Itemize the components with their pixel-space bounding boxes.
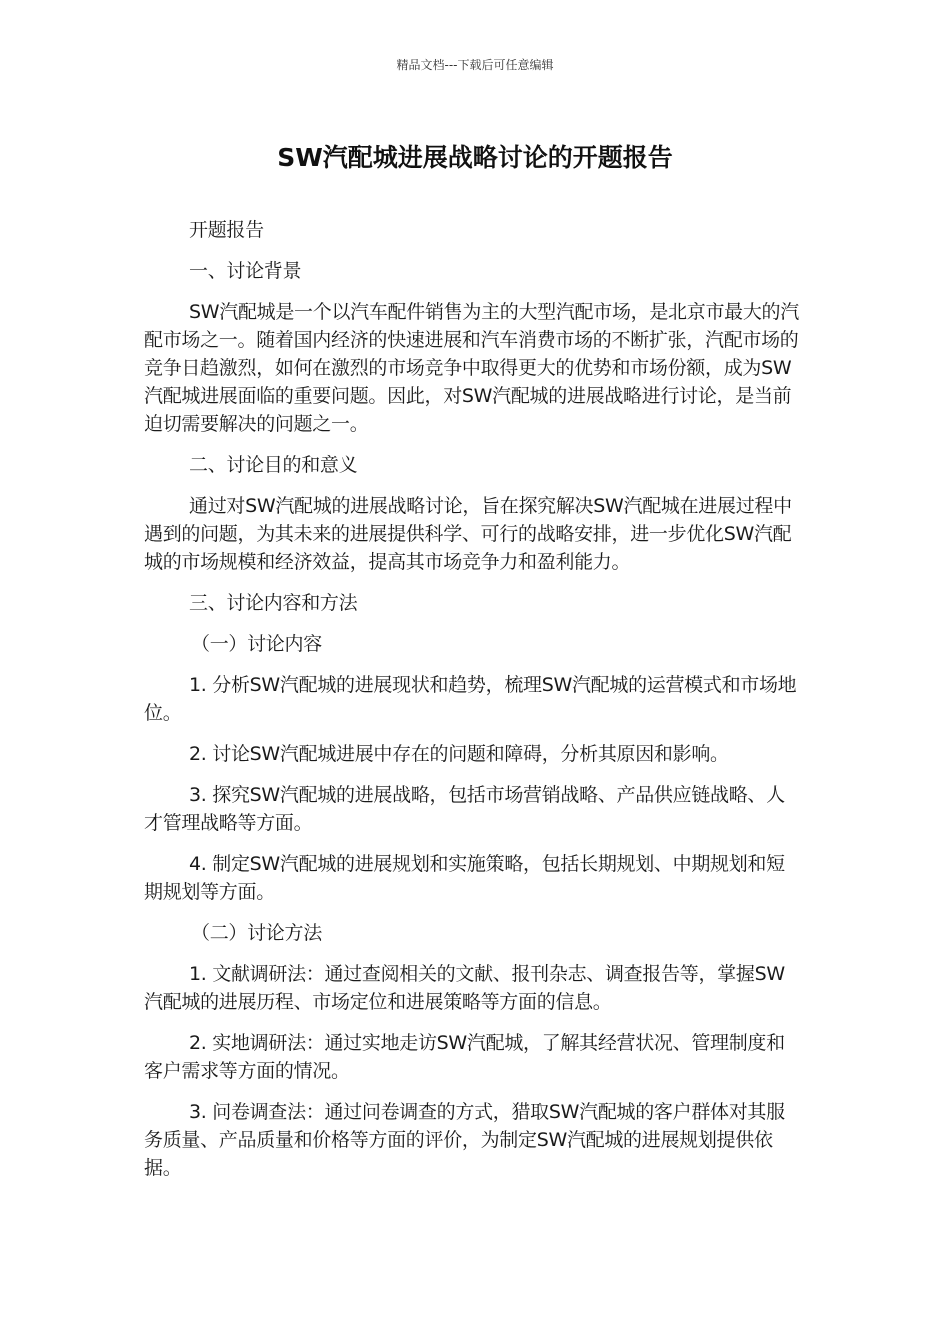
content-item-1: 1. 分析SW汽配城的进展现状和趋势，梳理SW汽配城的运营模式和市场地位。 [144,674,797,724]
method-item-2: 2. 实地调研法：通过实地走访SW汽配城，了解其经营状况、管理制度和客户需求等方面的情况。 [144,1032,785,1082]
section-heading-purpose: 二、讨论目的和意义 [189,454,358,476]
document-title: SW汽配城进展战略讨论的开题报告 [277,143,673,172]
section-heading-background: 一、讨论背景 [189,260,302,282]
section-heading-content-method: 三、讨论内容和方法 [189,592,358,614]
paragraph-purpose: 通过对SW汽配城的进展战略讨论，旨在探究解决SW汽配城在进展过程中遇到的问题，为其未来的进展提供科学、可行的战略安排，进一步优化SW汽配城的市场规模和经济效益，提高其市场竞争力和盈利能力。 [144,495,792,573]
method-item-1: 1. 文献调研法：通过查阅相关的文献、报刊杂志、调查报告等，掌握SW汽配城的进展历程、市场定位和进展策略等方面的信息。 [144,963,785,1013]
content-item-3: 3. 探究SW汽配城的进展战略，包括市场营销战略、产品供应链战略、人才管理战略等方面。 [144,784,785,834]
subsection-heading-content: （一）讨论内容 [191,633,322,655]
paragraph-background: SW汽配城是一个以汽车配件销售为主的大型汽配市场，是北京市最大的汽配市场之一。随着国内经济的快速进展和汽车消费市场的不断扩张，汽配市场的竞争日趋激烈，如何在激烈的市场竞争中取得更大的优势和市场份额，成为SW汽配城进展面临的重要问题。因此，对SW汽配城的进展战略进行讨论，是当前迫切需要解决的问题之一。 [144,301,799,435]
content-item-4: 4. 制定SW汽配城的进展规划和实施策略，包括长期规划、中期规划和短期规划等方面。 [144,853,785,903]
method-item-3: 3. 问卷调查法：通过问卷调查的方式，猎取SW汽配城的客户群体对其服务质量、产品质量和价格等方面的评价，为制定SW汽配城的进展规划提供依据。 [144,1101,785,1179]
section-label-report: 开题报告 [189,219,264,241]
page-header-note: 精品文档---下载后可任意编辑 [396,58,554,72]
content-item-2: 2. 讨论SW汽配城进展中存在的问题和障碍，分析其原因和影响。 [189,743,729,765]
document-body [144,216,799,1195]
subsection-heading-method: （二）讨论方法 [191,922,322,944]
